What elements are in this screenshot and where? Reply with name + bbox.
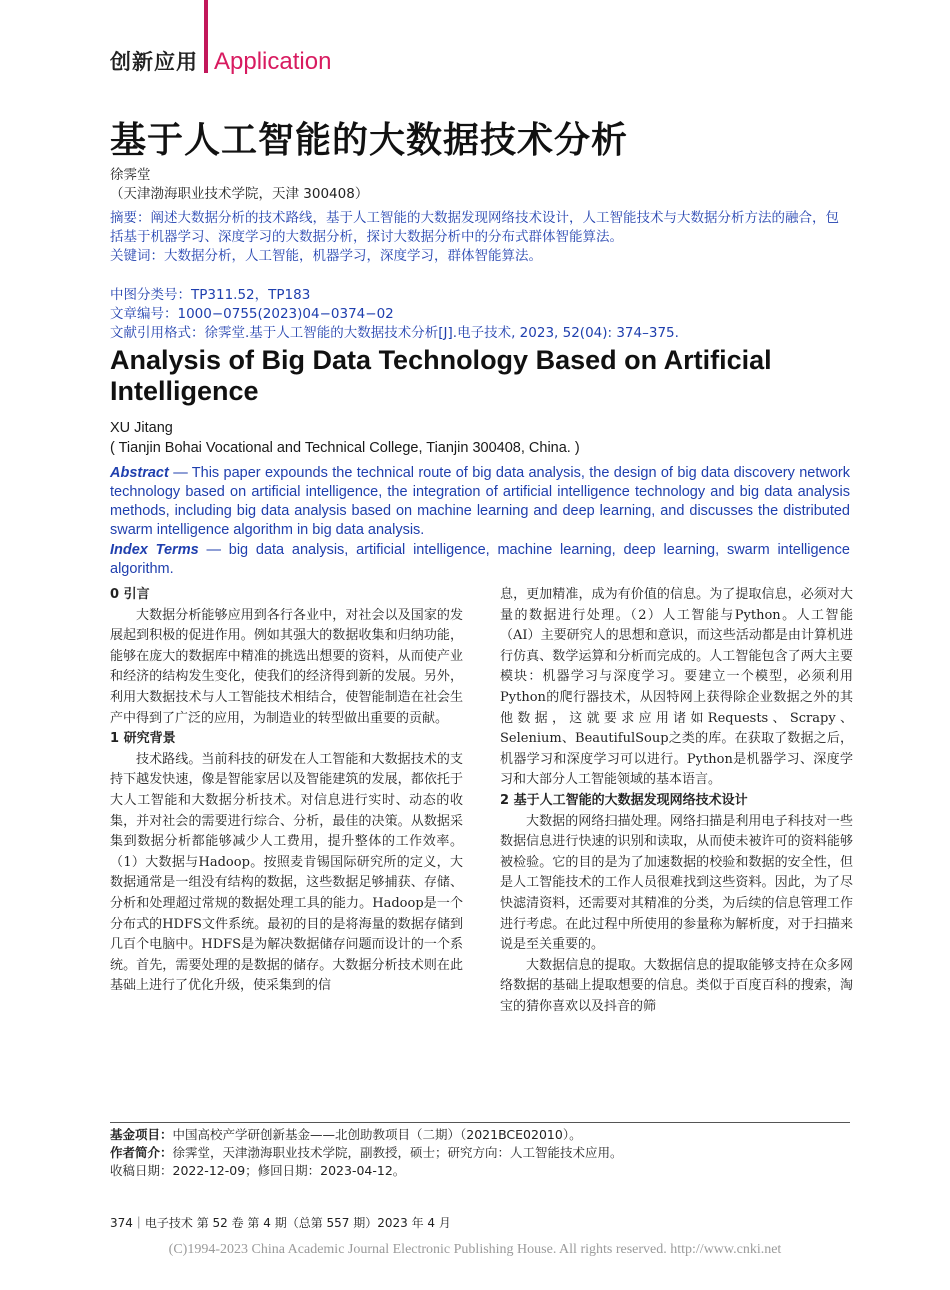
section-2-paragraph-1: 大数据的网络扫描处理。网络扫描是利用电子科技对一些数据信息进行快速的识别和读取，从而使未被许可的资料能够被检验。它的目的是为了加速数据的校验和数据的安全性，但是人工智能技术的工作人员很难找到这些资料。因此，为了尽快滤清资料，还需要对其精准的分类，为后续的信息管理工作进行考虑。在此过程中所使用的参量称为解析度，对于扫描来说是至关重要的。	[500, 813, 853, 953]
section-0-paragraph: 大数据分析能够应用到各行各业中，对社会以及国家的发展起到积极的促进作用。例如其强大的数据收集和归纳功能，能够在庞大的数据库中精准的挑选出想要的资料，从而使产业和经济的结构发生变化，使我们的经济得到新的发展。另外，利用大数据技术与人工智能技术相结合，使智能制造在社会生产中得到了广泛的应用，为制造业的转型做出重要的贡献。	[110, 607, 463, 726]
section-0-heading: 0 引言	[110, 587, 150, 602]
affiliation-en: ( Tianjin Bohai Vocational and Technical College, Tianjin 300408, China. )	[110, 440, 580, 456]
abstract-cn: 摘要：阐述大数据分析的技术路线，基于人工智能的大数据发现网络技术设计，人工智能技术与大数据分析方法的融合，包括基于机器学习、深度学习的大数据分析，探讨大数据分析中的分布式群体智能算法。	[110, 210, 839, 245]
abstract-en	[110, 464, 850, 540]
copyright-watermark: (C)1994-2023 China Academic Journal Electronic Publishing House. All rights reserved. http://www.cnki.net	[168, 1242, 782, 1257]
fund-label: 基金项目：	[110, 1127, 173, 1142]
abstract-en-text: — This paper expounds the technical route of big data analysis, the design of big data discovery network technology based on artificial intelligence, the integration of artificial intelligence technology and big data analysis methods, including big data analysis based on machine learning and deep learning, and discusses the distributed swarm intelligence algorithm in big data analysis.	[110, 465, 850, 538]
author-cn: 徐霁堂	[110, 167, 151, 183]
section-2-heading: 2 基于人工智能的大数据发现网络技术设计	[500, 792, 748, 808]
index-terms-text: — big data analysis, artificial intelligence, machine learning, deep learning, swarm intelligence algorithm.	[110, 542, 850, 577]
section-label-cn: 创新应用	[110, 50, 198, 74]
classification-number: 中图分类号：TP311.52，TP183	[110, 287, 311, 303]
keywords-cn: 关键词：大数据分析，人工智能，机器学习，深度学习，群体智能算法。	[110, 248, 542, 264]
section-1-paragraph: 技术路线。当前科技的研发在人工智能和大数据技术的支持下越发快速，像是智能家居以及智能建筑的发展，都依托于大人工智能和大数据分析技术。对信息进行实时、动态的收集，并对社会的需要进行综合、分析，最佳的决策。从数据采集到数据分析都能够减少人工费用，提升整体的工作效率。（1）大数据与Hadoop。按照麦肯锡国际研究所的定义，大数据通常是一组没有结构的数据，这些数据足够捕获、存储、分析和处理超过常规的数据处理工具的能力。Hadoop是一个分布式的HDFS文件系统。最初的目的是将海量的数据存储到几百个电脑中。HDFS是为解决数据储存问题而设计的一个系统。首先，需要处理的是数据的储存。大数据分析技术则在此基础上进行了优化升级，使采集到的信	[110, 751, 463, 994]
received-dates: 收稿日期：2022-12-09；修回日期：2023-04-12。	[110, 1163, 406, 1178]
section-1-heading: 1 研究背景	[110, 731, 176, 747]
author-bio	[110, 1144, 623, 1162]
body-column-left	[110, 585, 463, 997]
section-divider-bar	[204, 0, 208, 73]
section-1-paragraph-continued: 息，更加精准，成为有价值的信息。为了提取信息，必须对大量的数据进行处理。（2）人工智能与Python。人工智能（AI）主要研究人的思想和意识，而这些活动都是由计算机进行仿真、数学运算和分析而完成的。人工智能包含了两大主要模块：机器学习与深度学习。要建立一个模型，必须利用Python的爬行器技术，从因特网上获得除企业数据之外的其他数据，这就要求应用诸如Requests、Scrapy、Selenium、BeautifulSoup之类的库。在获取了数据之后，机器学习和深度学习可以进行。Python是机器学习、深度学习和大部分人工智能领域的基本语言。	[500, 587, 853, 788]
index-terms-label: Index Terms	[110, 542, 199, 558]
footnote-divider	[110, 1122, 850, 1123]
article-number: 文章编号：1000−0755(2023)04−0374−02	[110, 306, 394, 322]
body-column-right	[500, 585, 853, 1017]
section-label-en: Application	[214, 48, 332, 75]
section-2-paragraph-2: 大数据信息的提取。大数据信息的提取能够支持在众多网络数据的基础上提取想要的信息。类似于百度百科的搜索，淘宝的猜你喜欢以及抖音的筛	[500, 957, 853, 1014]
citation-format: 文献引用格式：徐霁堂.基于人工智能的大数据技术分析[J].电子技术, 2023, 52(04): 374–375.	[110, 325, 679, 341]
fund-note	[110, 1126, 582, 1144]
affiliation-cn: （天津渤海职业技术学院，天津 300408）	[110, 186, 369, 202]
fund-text: 中国高校产学研创新基金——北创助教项目（二期）（2021BCE02010）。	[172, 1127, 582, 1142]
paper-title-cn: 基于人工智能的大数据技术分析	[110, 120, 629, 161]
abstract-en-label: Abstract	[110, 465, 169, 481]
index-terms	[110, 541, 850, 579]
paper-title-en: Analysis of Big Data Technology Based on Artificial Intelligence	[110, 345, 772, 406]
bio-text: 徐霁堂，天津渤海职业技术学院，副教授，硕士；研究方向：人工智能技术应用。	[172, 1145, 623, 1160]
page-footer: 374｜电子技术 第 52 卷 第 4 期（总第 557 期）2023 年 4 月	[110, 1216, 451, 1230]
author-en: XU Jitang	[110, 420, 173, 436]
bio-label: 作者简介：	[110, 1145, 173, 1160]
abstract-cn-block	[110, 209, 850, 266]
